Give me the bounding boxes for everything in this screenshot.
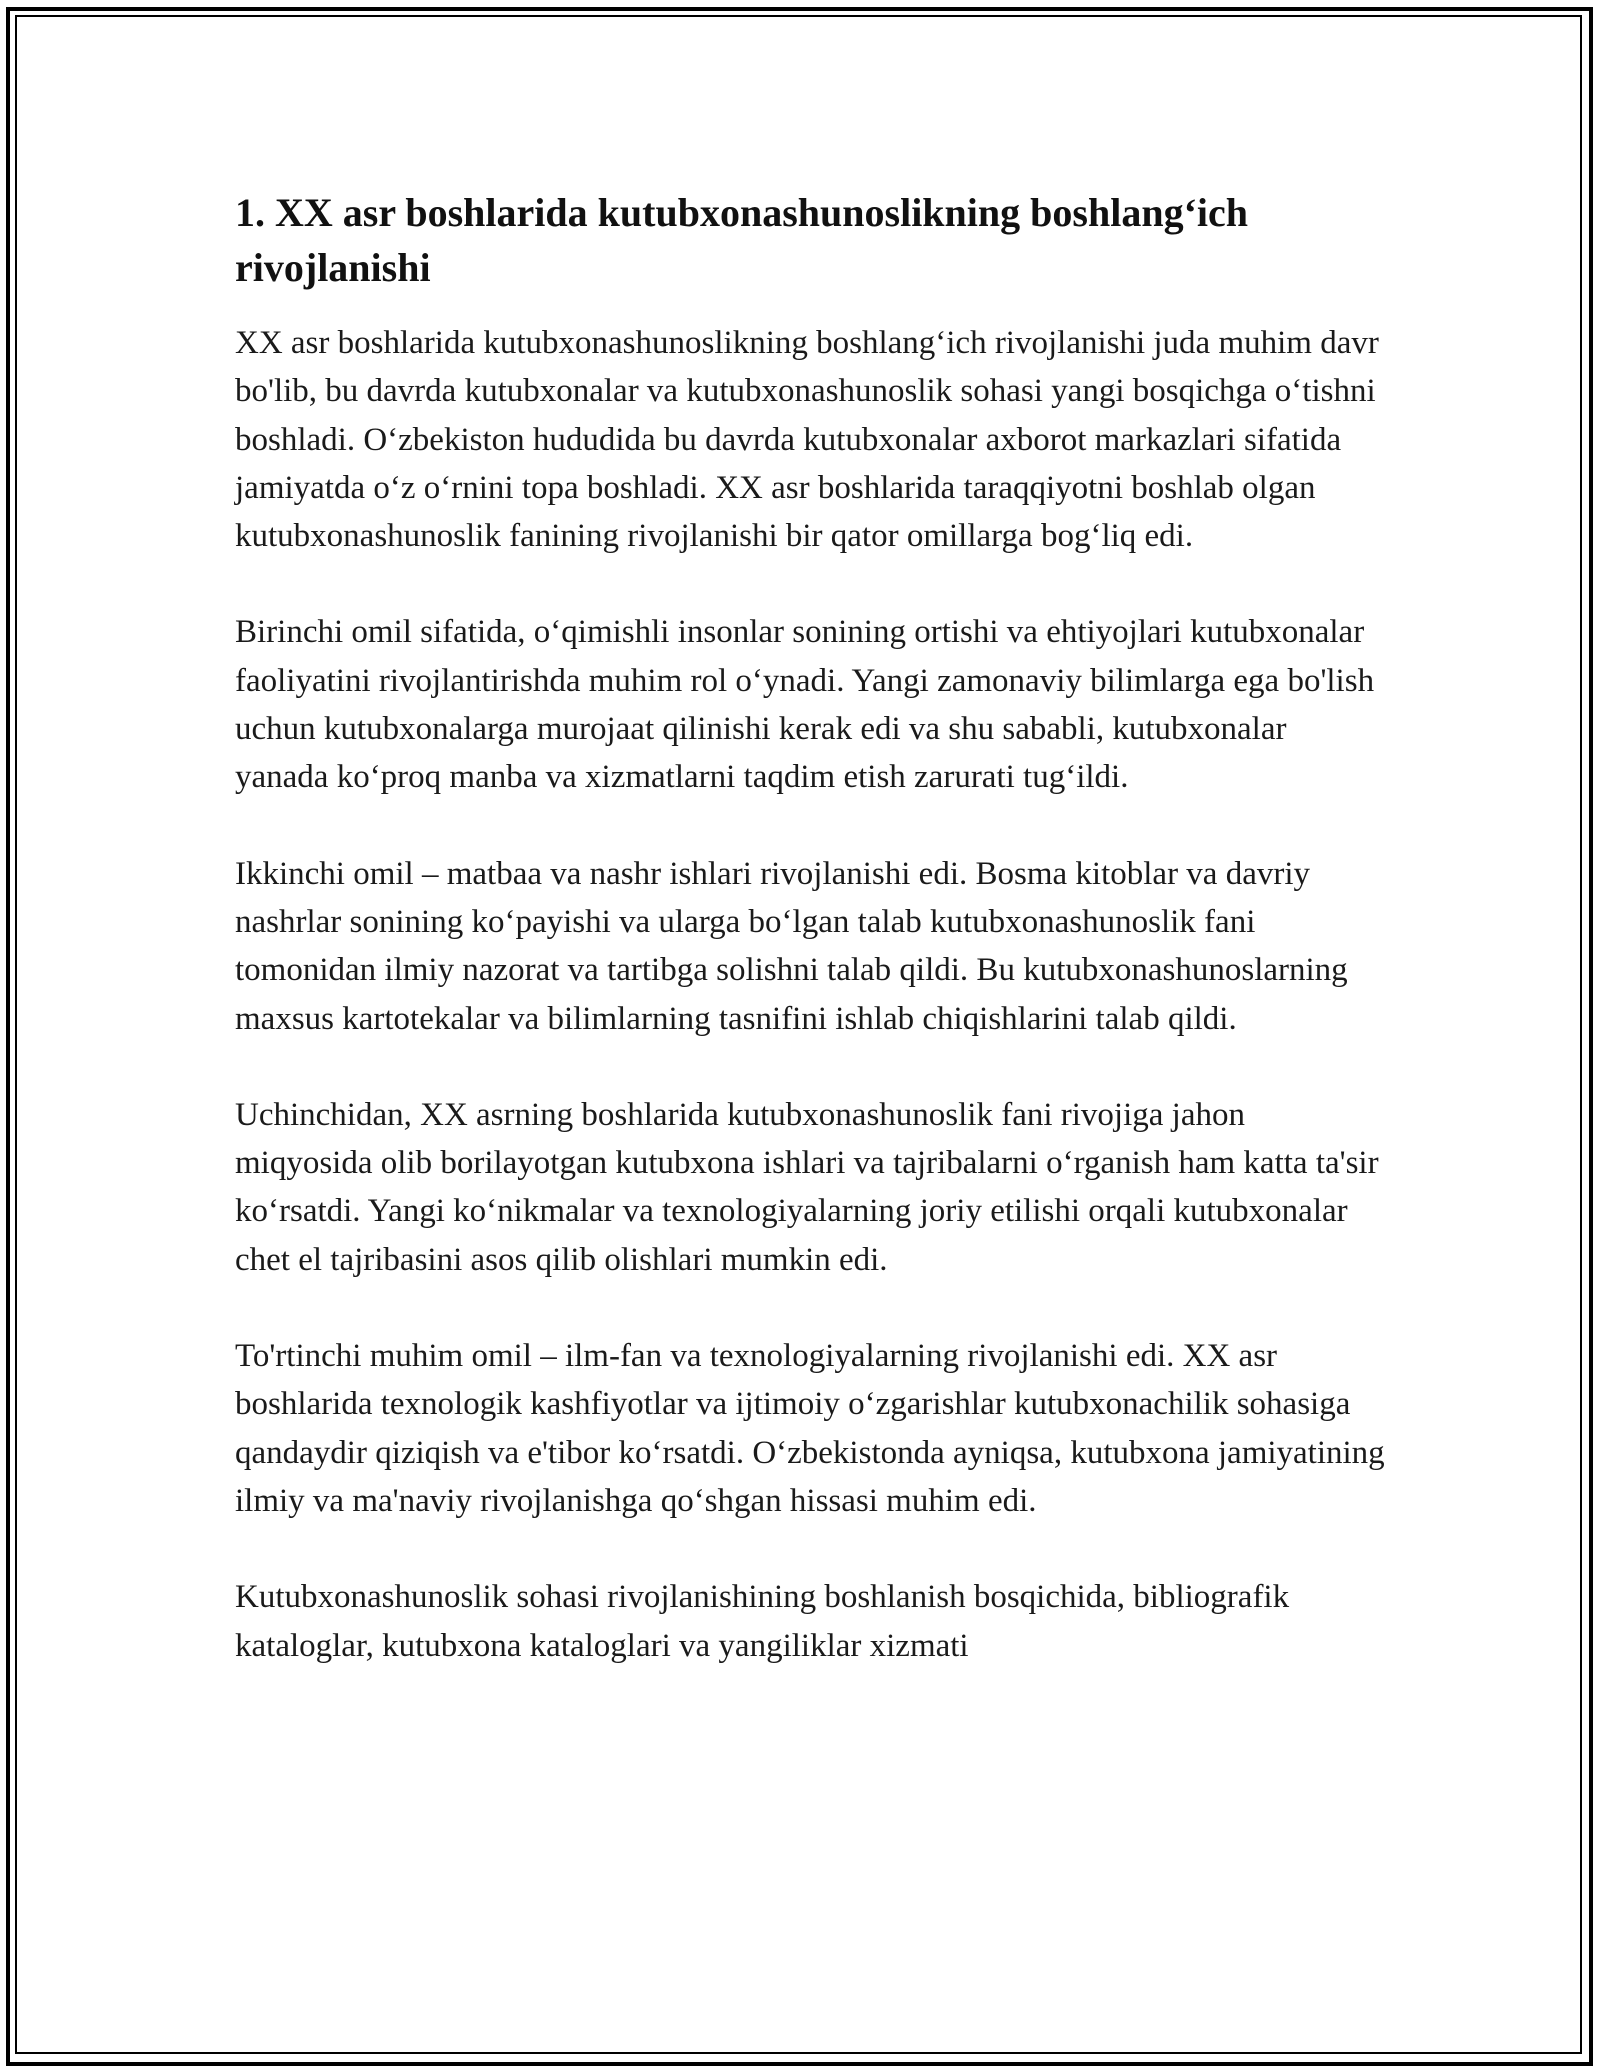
paragraph-6: Kutubxonashunoslik sohasi rivojlanishining boshlanish bosqichida, bibliografik kataloglar, kutubxona kataloglari va yangiliklar xizmati xyxy=(235,1579,1290,1664)
paragraph-3: Ikkinchi omil – matbaa va nashr ishlari rivojlanishi edi. Bosma kitoblar va davriy nashrlar sonining ko‘payishi va ularga bo‘lgan talab kutubxonashunoslik fani tomonidan ilmiy nazorat va tartibga solishni talab qildi. Bu kutubxonashunoslarning maxsus kartotekalar va bilimlarning tasnifini ishlab chiqishlarini talab qildi. xyxy=(235,855,1348,1037)
paragraph-2: Birinchi omil sifatida, o‘qimishli insonlar sonining ortishi va ehtiyojlari kutubxonalar faoliyatini rivojlantirishda muhim rol o‘ynadi. Yangi zamonaviy bilimlarga ega bo'lish uchun kutubxonalarga murojaat qilinishi kerak edi va shu sababli, kutubxonalar yanada ko‘proq manba va xizmatlarni taqdim etish zarurati tug‘ildi. xyxy=(235,614,1375,796)
paragraph-4: Uchinchidan, XX asrning boshlarida kutubxonashunoslik fani rivojiga jahon miqyosida olib borilayotgan kutubxona ishlari va tajribalarni o‘rganish ham katta ta'sir ko‘rsatdi. Yangi ko‘nikmalar va texnologiyalarning joriy etilishi orqali kutubxonalar chet el tajribasini asos qilib olishlari mumkin edi. xyxy=(235,1096,1379,1278)
document-body xyxy=(235,185,1385,1670)
section-heading: 1. XX asr boshlarida kutubxonashunoslikning boshlang‘ich rivojlanishi xyxy=(235,190,1249,290)
paragraph-5: To'rtinchi muhim omil – ilm-fan va texnologiyalarning rivojlanishi edi. XX asr boshlarida texnologik kashfiyotlar va ijtimoiy o‘zgarishlar kutubxonachilik sohasiga qandaydir qiziqish va e'tibor ko‘rsatdi. O‘zbekistonda ayniqsa, kutubxona jamiyatining ilmiy va ma'naviy rivojlanishga qo‘shgan hissasi muhim edi. xyxy=(235,1338,1385,1519)
paragraph-1: XX asr boshlarida kutubxonashunoslikning boshlang‘ich rivojlanishi juda muhim davr bo'lib, bu davrda kutubxonalar va kutubxonashunoslik sohasi yangi bosqichga o‘tishni boshladi. O‘zbekiston hududida bu davrda kutubxonalar axborot markazlari sifatida jamiyatda o‘z o‘rnini topa boshladi. XX asr boshlarida taraqqiyotni boshlab olgan kutubxonashunoslik fanining rivojlanishi bir qator omillarga bog‘liq edi. xyxy=(235,325,1379,555)
